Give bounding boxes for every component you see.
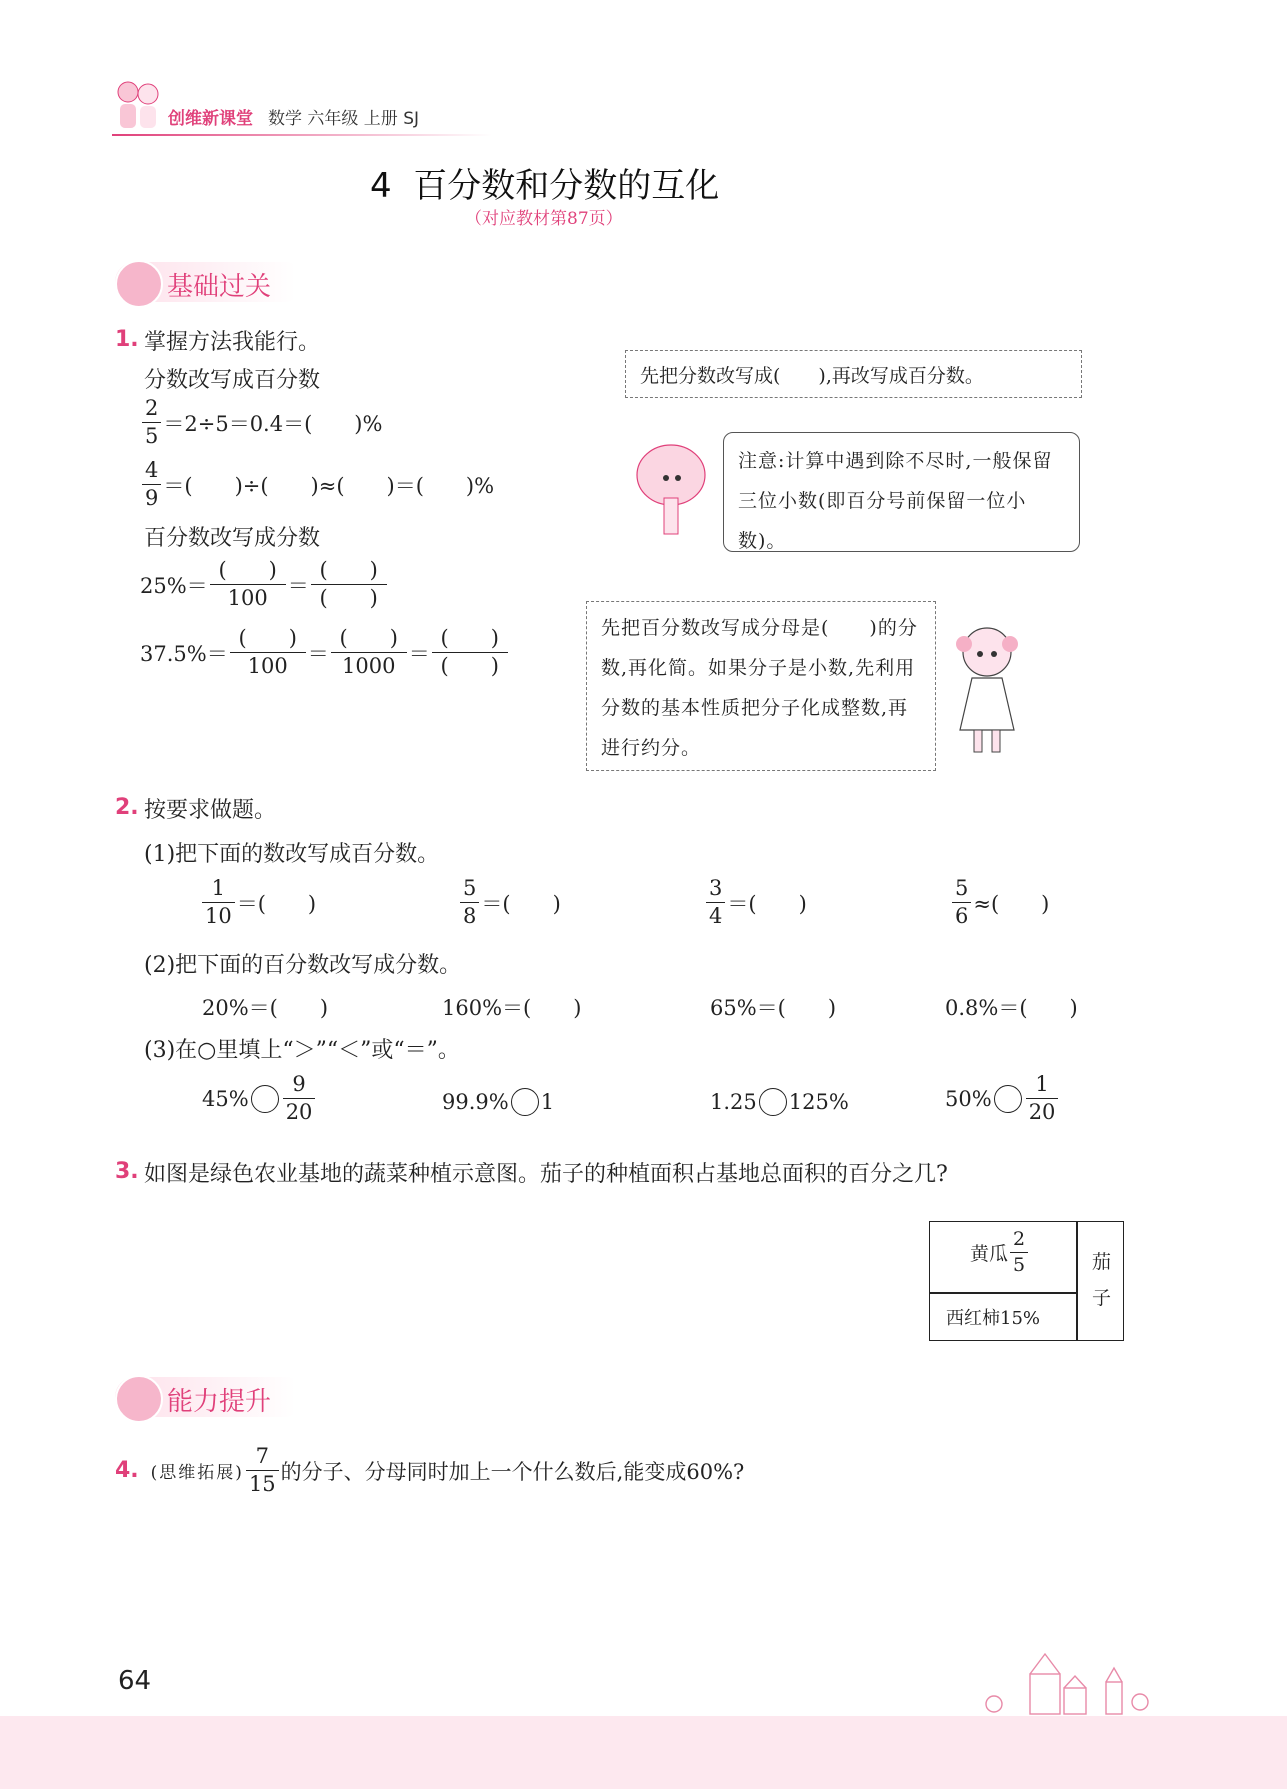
q1-eq3 xyxy=(140,560,389,609)
frac-numerator: ( ) xyxy=(440,626,499,650)
q1-number: 1. xyxy=(115,327,139,352)
frac-denominator: ( ) xyxy=(311,584,387,609)
section-advanced-label: 能力提升 xyxy=(167,1387,272,1417)
compare-circle[interactable] xyxy=(994,1085,1022,1113)
q1-eq2 xyxy=(140,460,494,509)
q2-p1-item-rest: ＝( ) xyxy=(727,891,807,916)
page-subtitle: （对应教材第87页） xyxy=(465,209,623,229)
q1-text: 掌握方法我能行。 xyxy=(144,330,321,355)
section-basic xyxy=(115,262,305,302)
tip-box-3 xyxy=(586,601,936,771)
footer-band xyxy=(0,1716,1287,1789)
header-brand: 创维新课堂 xyxy=(168,109,253,129)
tip-box-2 xyxy=(723,432,1080,552)
section-badge-icon xyxy=(115,260,163,308)
q3-text: 如图是绿色农业基地的蔬菜种植示意图。茄子的种植面积占基地总面积的百分之几? xyxy=(144,1162,948,1187)
q4-row xyxy=(115,1446,744,1495)
header-mascot xyxy=(112,78,162,136)
compare-circle[interactable] xyxy=(759,1088,787,1116)
q2-part3: (3)在○里填上“＞”“＜”或“＝”。 xyxy=(144,1038,460,1063)
castle-decoration-icon xyxy=(980,1648,1160,1718)
q2-p3-item-1 xyxy=(202,1074,317,1123)
page-number: 64 xyxy=(118,1666,152,1696)
tip-box-3-text: 先把百分数改写成分母是( )的分数,再化简。如果分子是小数,先利用分数的基本性质把分子化成整数,再进行约分。 xyxy=(601,617,918,759)
frac-denominator: 100 xyxy=(210,584,286,609)
compare-right: 125% xyxy=(788,1090,849,1114)
equals-sign: ＝ xyxy=(307,641,329,666)
q2-part2: (2)把下面的百分数改写成分数。 xyxy=(144,953,462,978)
frac-denominator: 4 xyxy=(706,902,725,927)
frac-numerator: 1 xyxy=(211,876,226,900)
frac-numerator: 5 xyxy=(955,876,969,900)
q2-p1-item-2 xyxy=(458,878,561,927)
compare-circle[interactable] xyxy=(511,1088,539,1116)
q4-number: 4. xyxy=(115,1458,139,1483)
eggplant-label: 茄子 xyxy=(1092,1251,1112,1309)
frac-denominator: ( ) xyxy=(432,652,508,677)
frac-numerator: 3 xyxy=(709,876,723,900)
frac-denominator: 5 xyxy=(1010,1252,1028,1275)
equals-sign: ＝ xyxy=(287,573,309,598)
compare-left: 99.9% xyxy=(442,1090,509,1114)
equals-sign: ＝ xyxy=(408,641,430,666)
q2-p1-item-rest: ＝( ) xyxy=(481,891,561,916)
q2-p1-item-4 xyxy=(950,878,1049,927)
frac-numerator: ( ) xyxy=(319,558,378,582)
section-badge-icon xyxy=(115,1375,163,1423)
q2-p3-item-2 xyxy=(442,1088,554,1116)
compare-circle[interactable] xyxy=(251,1085,279,1113)
frac-numerator: 2 xyxy=(145,396,159,420)
frac-denominator: 1000 xyxy=(331,652,407,677)
q4-tag: (思维拓展) xyxy=(150,1463,244,1483)
tip-box-2-text: 注意:计算中遇到除不尽时,一般保留三位小数(即百分号前保留一位小数)。 xyxy=(738,450,1053,552)
frac-numerator: ( ) xyxy=(238,626,297,650)
frac-numerator: 1 xyxy=(1035,1072,1049,1096)
tip-box-1 xyxy=(625,350,1082,398)
q1-eq4 xyxy=(140,628,510,677)
q1-eq4-lead: 37.5%＝ xyxy=(140,641,228,666)
q1-eq1 xyxy=(140,398,382,447)
girl-mascot-icon xyxy=(952,622,1022,762)
q1-eq1-rest: ＝2÷5＝0.4＝( )% xyxy=(163,411,383,436)
diagram-divider-h xyxy=(930,1292,1076,1294)
frac-numerator: 4 xyxy=(145,458,159,482)
q2-number: 2. xyxy=(115,795,139,820)
frac-denominator: 10 xyxy=(202,902,235,927)
frac-denominator: 8 xyxy=(460,902,479,927)
frac-numerator: ( ) xyxy=(218,558,277,582)
compare-left: 45% xyxy=(202,1086,249,1111)
q2-p3-item-4 xyxy=(945,1074,1060,1123)
frac-denominator: 9 xyxy=(142,484,161,509)
q2-p1-item-rest: ≈( ) xyxy=(973,891,1050,916)
q2-p3-item-3 xyxy=(710,1088,849,1116)
tree-mascot-icon xyxy=(630,440,712,540)
q2-p2-item-4: 0.8%＝( ) xyxy=(945,996,1078,1020)
tomato-label: 西红柿15% xyxy=(946,1308,1041,1329)
cucumber-region xyxy=(970,1230,1030,1275)
frac-numerator: 7 xyxy=(255,1444,269,1468)
q2-p1-item-rest: ＝( ) xyxy=(236,891,317,916)
q1-sub1: 分数改写成百分数 xyxy=(144,368,321,393)
vegetable-diagram xyxy=(929,1221,1124,1341)
q2-part1: (1)把下面的数改写成百分数。 xyxy=(144,842,440,867)
q2-p2-item-2: 160%＝( ) xyxy=(442,996,582,1020)
frac-denominator: 20 xyxy=(1026,1098,1059,1123)
q3-number: 3. xyxy=(115,1159,139,1184)
q4-text: 的分子、分母同时加上一个什么数后,能变成60%? xyxy=(280,1459,745,1484)
header-subject: 数学 六年级 上册 SJ xyxy=(268,109,420,129)
frac-numerator: ( ) xyxy=(339,626,398,650)
section-basic-label: 基础过关 xyxy=(167,272,272,302)
frac-denominator: 5 xyxy=(142,422,161,447)
frac-denominator: 6 xyxy=(952,902,971,927)
page-title: 4 百分数和分数的互化 xyxy=(370,166,720,206)
frac-denominator: 20 xyxy=(283,1098,316,1123)
q2-p2-item-1: 20%＝( ) xyxy=(202,996,329,1020)
q2-text: 按要求做题。 xyxy=(144,798,277,823)
frac-denominator: 15 xyxy=(246,1470,279,1495)
compare-left: 50% xyxy=(945,1086,992,1111)
q2-p1-item-1 xyxy=(200,878,316,927)
frac-denominator: 100 xyxy=(230,652,306,677)
frac-numerator: 5 xyxy=(463,876,477,900)
header-underline xyxy=(112,134,492,136)
section-advanced xyxy=(115,1377,305,1417)
q1-eq3-lead: 25%＝ xyxy=(140,573,208,598)
diagram-divider-v xyxy=(1076,1222,1078,1340)
frac-numerator: 9 xyxy=(292,1072,306,1096)
cucumber-label: 黄瓜 xyxy=(970,1243,1009,1265)
q2-p2-item-3: 65%＝( ) xyxy=(710,996,837,1020)
q1-eq2-rest: ＝( )÷( )≈( )＝( )% xyxy=(163,473,495,498)
frac-numerator: 2 xyxy=(1013,1228,1026,1250)
q2-p1-item-3 xyxy=(704,878,807,927)
tip-box-1-text: 先把分数改写成( ),再改写成百分数。 xyxy=(640,365,984,387)
compare-left: 1.25 xyxy=(710,1090,757,1114)
q1-sub2: 百分数改写成分数 xyxy=(144,526,321,551)
compare-right: 1 xyxy=(540,1090,555,1114)
